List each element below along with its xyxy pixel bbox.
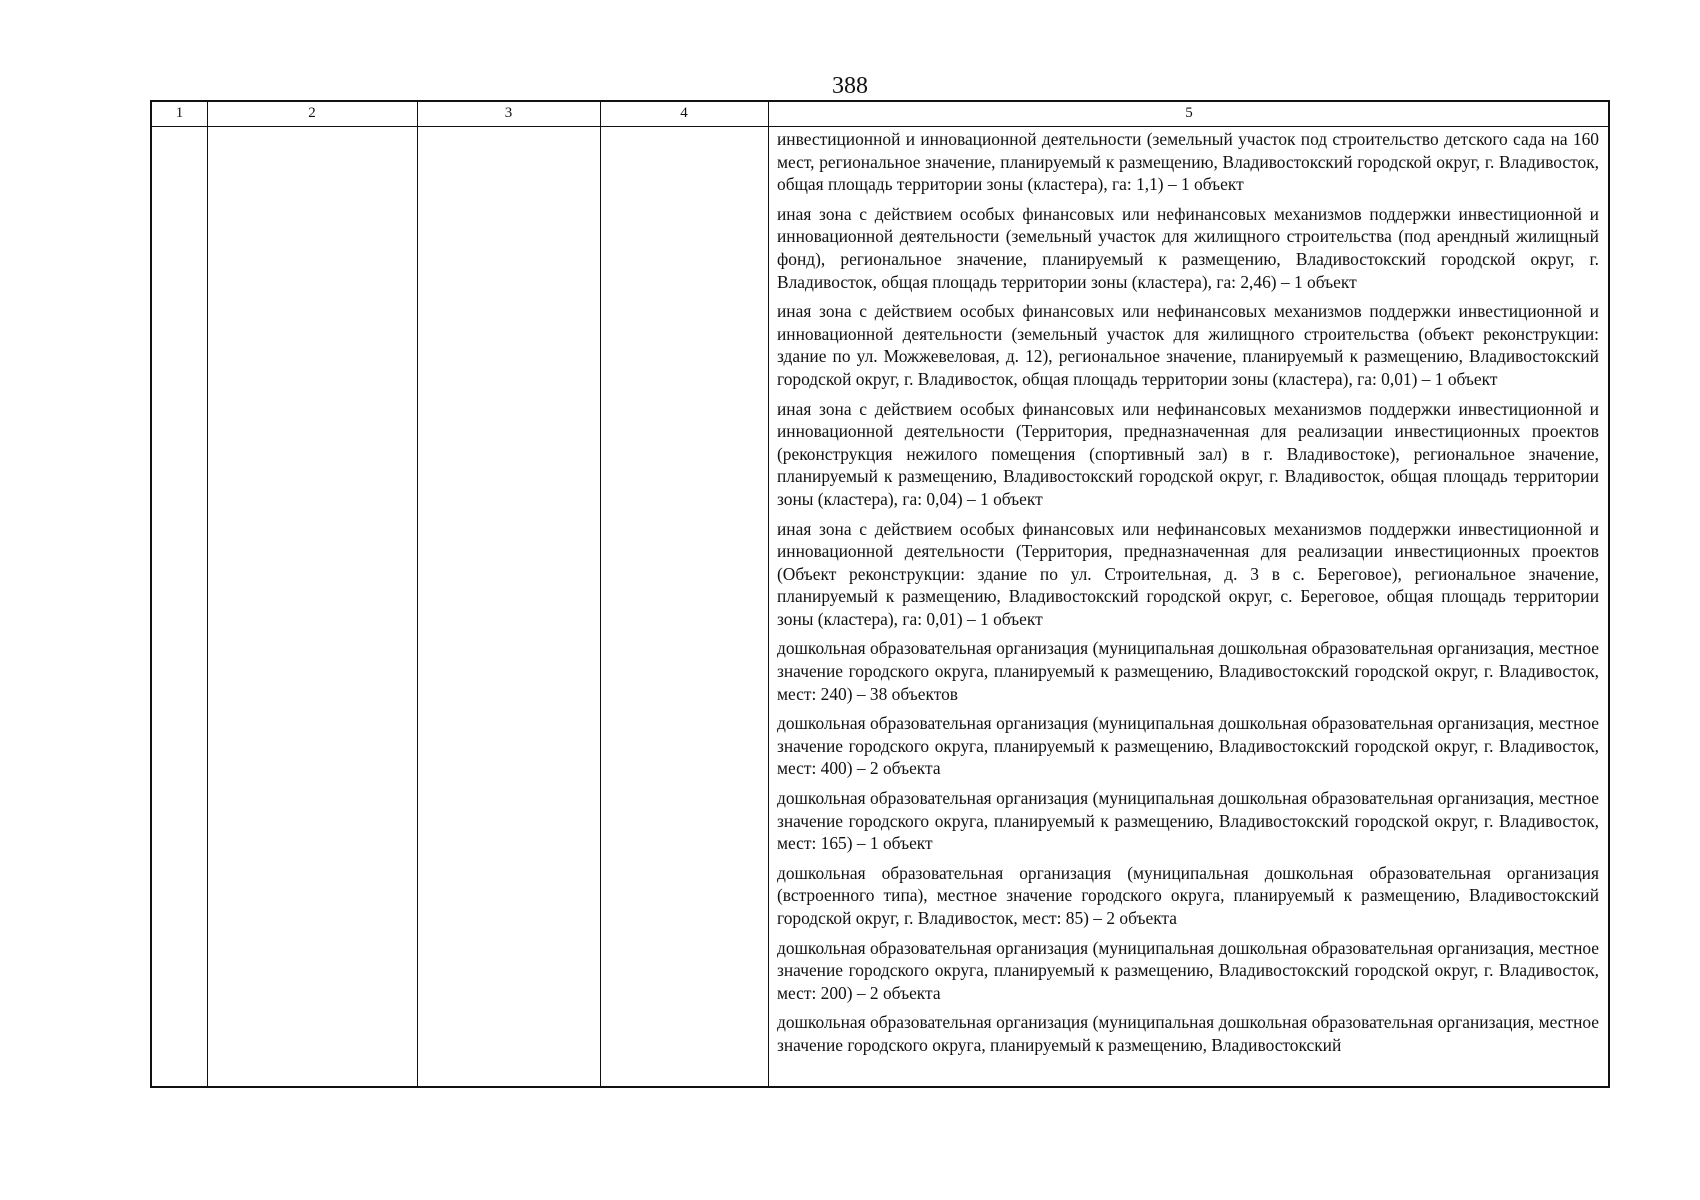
table-entry: дошкольная образовательная организация (муниципальная дошкольная образовательная организация (встроенного типа), местное значение городского округа, планируемый к размещению, Владивостокский городской округ, г. Владивосток, мест: 85) – 2 объекта <box>777 862 1599 928</box>
column-header-4: 4 <box>680 105 688 121</box>
table-entry: дошкольная образовательная организация (муниципальная дошкольная образовательная организация, местное значение городского округа, планируемый к размещению, Владивостокский городской округ, г. Владивосток, мест: 200) – 2 объекта <box>777 937 1599 1003</box>
page-number: 388 <box>832 73 868 99</box>
column-header-2: 2 <box>308 105 316 121</box>
column-header-1: 1 <box>175 105 184 121</box>
column-divider <box>207 102 208 1086</box>
column-header-3: 3 <box>504 105 513 121</box>
table-entry: иная зона с действием особых финансовых или нефинансовых механизмов поддержки инвестиционной и инновационной деятельности (земельный участок для жилищного строительства (объект реконструкции: здание по ул. Можжевеловая, д. 12), региональное значение, планируемый к размещению, Владивостокский городской округ, г. Владивосток, общая площадь территории зоны (кластера), га: 0,01) – 1 объект <box>777 301 1599 389</box>
column-divider <box>417 102 418 1086</box>
table-entry: инвестиционной и инновационной деятельности (земельный участок под строительство детского сада на 160 мест, региональное значение, планируемый к размещению, Владивостокский городской округ, г. Владивосток, общая площадь территории зоны (кластера), га: 1,1) – 1 объект <box>777 129 1599 195</box>
column-divider <box>768 102 769 1086</box>
table-entry: иная зона с действием особых финансовых или нефинансовых механизмов поддержки инвестиционной и инновационной деятельности (земельный участок для жилищного строительства (под арендный жилищный фонд), региональное значение, планируемый к размещению, Владивостокский городской округ, г. Владивосток, общая площадь территории зоны (кластера), га: 2,46) – 1 объект <box>777 203 1599 292</box>
table-entry: иная зона с действием особых финансовых или нефинансовых механизмов поддержки инвестиционной и инновационной деятельности (Территория, предназначенная для реализации инвестиционных проектов (реконструкция нежилого помещения (спортивный зал) в г. Владивостоке), региональное значение, планируемый к размещению, Владивостокский городской округ, г. Владивосток, общая площадь территории зоны (кластера), га: 0,04) – 1 объект <box>777 398 1599 509</box>
table-header-row <box>152 102 1608 127</box>
column-header-5: 5 <box>1185 105 1193 121</box>
table-entry: дошкольная образовательная организация (муниципальная дошкольная образовательная организация, местное значение городского округа, планируемый к размещению, Владивостокский <box>777 1012 1599 1055</box>
document-table <box>150 100 1610 1088</box>
table-entry: дошкольная образовательная организация (муниципальная дошкольная образовательная организация, местное значение городского округа, планируемый к размещению, Владивостокский городской округ, г. Владивосток, мест: 240) – 38 объектов <box>777 638 1599 704</box>
table-entry: дошкольная образовательная организация (муниципальная дошкольная образовательная организация, местное значение городского округа, планируемый к размещению, Владивостокский городской округ, г. Владивосток, мест: 165) – 1 объект <box>777 788 1599 854</box>
column-5-content <box>777 128 1599 1086</box>
table-entry: иная зона с действием особых финансовых или нефинансовых механизмов поддержки инвестиционной и инновационной деятельности (Территория, предназначенная для реализации инвестиционных проектов (Объект реконструкции: здание по ул. Строительная, д. 3 в с. Береговое), региональное значение, планируемый к размещению, Владивостокский городской округ, с. Береговое, общая площадь территории зоны (кластера), га: 0,01) – 1 объект <box>777 518 1599 629</box>
table-entry: дошкольная образовательная организация (муниципальная дошкольная образовательная организация, местное значение городского округа, планируемый к размещению, Владивостокский городской округ, г. Владивосток, мест: 400) – 2 объекта <box>777 713 1599 779</box>
column-divider <box>600 102 601 1086</box>
